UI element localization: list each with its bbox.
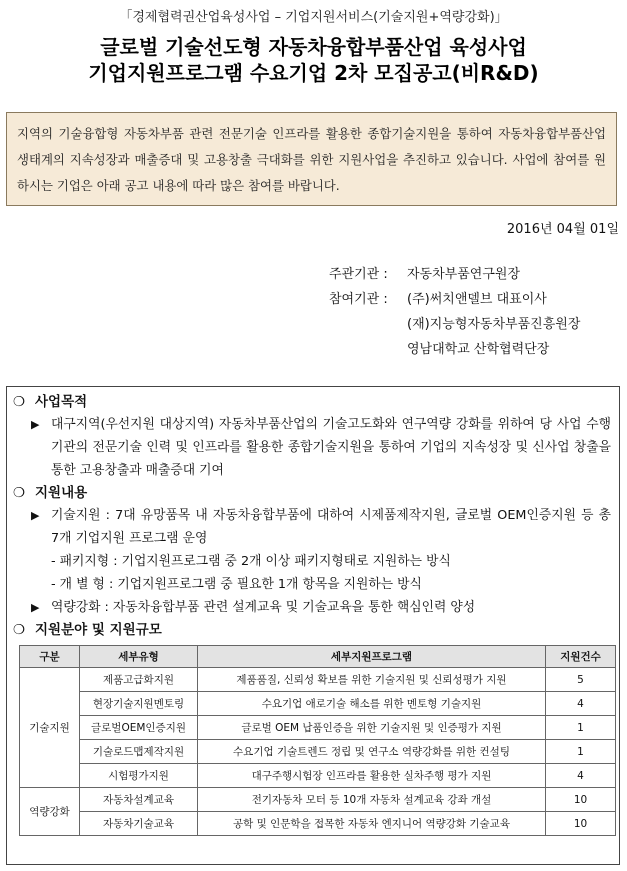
type-cell: 자동차설계교육 (80, 788, 198, 812)
circle-bullet-icon: ❍ (13, 485, 26, 501)
count-cell: 4 (546, 764, 616, 788)
purpose-text: 대구지역(우선지원 대상지역) 자동차부품산업의 기술고도화와 연구역량 강화를 위하여 당 사업 수행기관의 전문기술 인력 및 인프라를 활용한 종합기술지원을 통하여 기업의 지속성장 및 신사업 창출을 통한 고용창출과 매출증대 기여 (51, 417, 611, 478)
program-cell: 수요기업 기술트렌드 정립 및 연구소 역량강화를 위한 컨설팅 (198, 740, 546, 764)
table-header-row (20, 646, 616, 668)
type-cell: 기술로드맵제작지원 (80, 740, 198, 764)
purpose-paragraph (13, 413, 611, 482)
section-heading-content (13, 482, 611, 504)
program-cell: 제품품질, 신뢰성 확보를 위한 기술지원 및 신뢰성평가 지원 (198, 668, 546, 692)
program-cell: 전기자동차 모터 등 10개 자동차 설계교육 강좌 개설 (198, 788, 546, 812)
organizer-label: 주관기관 : (329, 267, 388, 282)
participant-row (329, 337, 580, 362)
table-row (20, 788, 616, 812)
triangle-bullet-icon: ▶ (31, 601, 40, 614)
section-heading-purpose (13, 391, 611, 413)
capacity-text: 역량강화 : 자동차융합부품 관련 설계교육 및 기술교육을 통한 핵심인력 양성 (51, 600, 476, 615)
organizer-value: 자동차부품연구원장 (407, 267, 521, 282)
program-cell: 수요기업 애로기술 해소를 위한 멘토형 기술지원 (198, 692, 546, 716)
count-cell: 1 (546, 716, 616, 740)
section-title: 지원내용 (35, 485, 88, 501)
header-program: 세부지원프로그램 (198, 646, 546, 668)
header-category: 구분 (20, 646, 80, 668)
title-line-1: 글로벌 기술선도형 자동차융합부품산업 육성사업 (100, 35, 527, 59)
intro-text: 지역의 기술융합형 자동차부품 관련 전문기술 인프라를 활용한 종합기술지원을 통하여 자동차융합부품산업 생태계의 지속성장과 매출증대 및 고용창출 극대화를 위한 지원사업을 추진하고 있습니다. 사업에 참여를 원하시는 기업은 아래 공고 내용에 따라 많은 참여를 바랍니다. (17, 126, 606, 193)
header-type: 세부유형 (80, 646, 198, 668)
program-cell: 글로벌 OEM 납품인증을 위한 기술지원 및 인증평가 지원 (198, 716, 546, 740)
table-row (20, 692, 616, 716)
participant-label: 참여기관 : (329, 292, 388, 307)
type-cell: 글로벌OEM인증지원 (80, 716, 198, 740)
table-row (20, 812, 616, 836)
triangle-bullet-icon: ▶ (31, 509, 40, 522)
type-cell: 자동차기술교육 (80, 812, 198, 836)
page-title (0, 34, 627, 86)
table-row (20, 764, 616, 788)
participant-value: (재)지능형자동차부품진흥원장 (407, 317, 581, 332)
participant-value: (주)써치앤델브 대표이사 (407, 292, 547, 307)
section-heading-scale (13, 619, 611, 641)
type-cell: 현장기술지원멘토링 (80, 692, 198, 716)
organization-block (329, 262, 580, 362)
table-row (20, 740, 616, 764)
announcement-date: 2016년 04월 01일 (506, 222, 619, 237)
program-cell: 대구주행시험장 인프라를 활용한 실차주행 평가 지원 (198, 764, 546, 788)
tech-support-paragraph (13, 504, 611, 550)
type-cell: 제품고급화지원 (80, 668, 198, 692)
table-row (20, 668, 616, 692)
organizer-row (329, 262, 580, 287)
capacity-paragraph (13, 596, 611, 619)
intro-box (6, 112, 617, 206)
participant-row (329, 287, 580, 312)
participant-row (329, 312, 580, 337)
type-cell: 시험평가지원 (80, 764, 198, 788)
group-cell-tech: 기술지원 (20, 668, 80, 788)
support-table (19, 645, 616, 836)
count-cell: 10 (546, 788, 616, 812)
main-content-box (6, 386, 620, 865)
participant-value: 영남대학교 산학협력단장 (407, 342, 550, 357)
section-title: 지원분야 및 지원규모 (35, 622, 162, 638)
circle-bullet-icon: ❍ (13, 394, 26, 410)
table-row (20, 716, 616, 740)
program-header: 「경제협력권산업육성사업 – 기업지원서비스(기술지원+역량강화)」 (119, 10, 508, 25)
tech-support-text: 기술지원 : 7대 유망품목 내 자동차융합부품에 대하여 시제품제작지원, 글로벌 OEM인증지원 등 총 7개 기업지원 프로그램 운영 (51, 508, 611, 546)
header-count: 지원건수 (546, 646, 616, 668)
group-cell-capacity: 역량강화 (20, 788, 80, 836)
individual-type-item: - 개 별 형 : 기업지원프로그램 중 필요한 1개 항목을 지원하는 방식 (51, 577, 422, 592)
circle-bullet-icon: ❍ (13, 622, 26, 638)
package-type-item: - 패키지형 : 기업지원프로그램 중 2개 이상 패키지형태로 지원하는 방식 (51, 554, 451, 569)
triangle-bullet-icon: ▶ (31, 418, 40, 431)
count-cell: 5 (546, 668, 616, 692)
count-cell: 10 (546, 812, 616, 836)
count-cell: 1 (546, 740, 616, 764)
section-title: 사업목적 (35, 394, 88, 410)
program-cell: 공학 및 인문학을 접목한 자동차 엔지니어 역량강화 기술교육 (198, 812, 546, 836)
title-line-2: 기업지원프로그램 수요기업 2차 모집공고(비R&D) (88, 61, 539, 85)
count-cell: 4 (546, 692, 616, 716)
